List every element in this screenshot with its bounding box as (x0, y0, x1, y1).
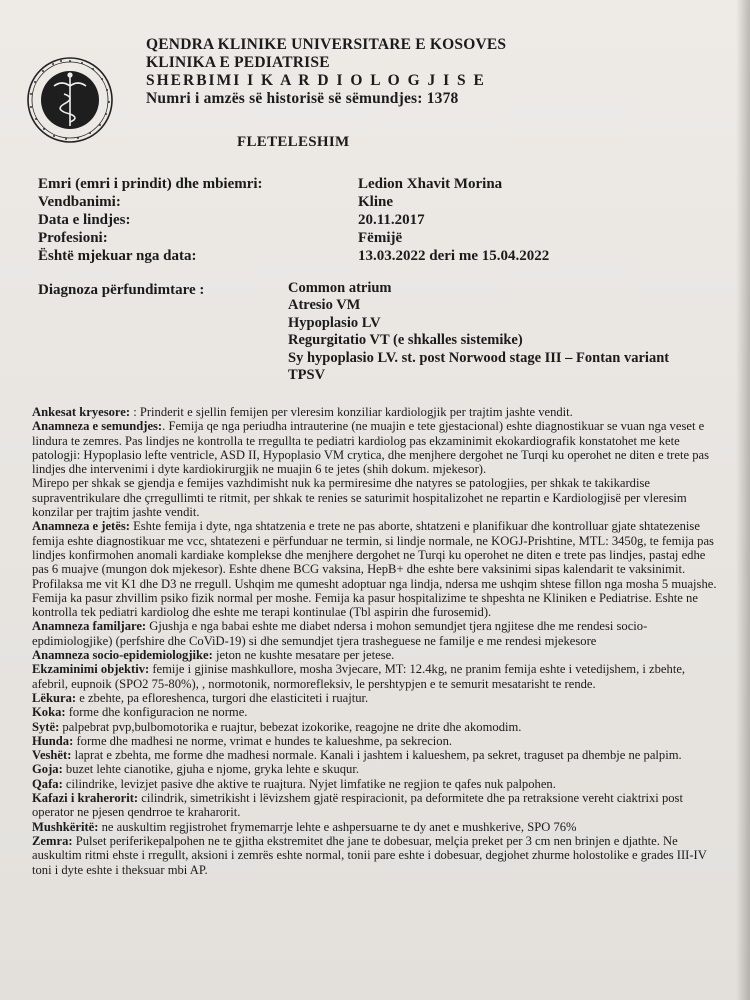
section-socio-epidemiological (32, 648, 722, 662)
section-text: . Femija qe nga periudha intrauterine (ne muajin e tete gjestacional) eshte diagnostikuar se vuan nga veset e lindura te zemres. Pas lindjes ne kontrolla te rregullta te pediatri kardiolog pas ekzaminimit ekokardiografik konstatohet me kete patologji: Hypoplasio lefte ventricle, ASD II, Hypoplasio VM crytica, dhe menjhere dergohet ne Turqi ku operohet ne diten e trete pas lindjes dhe intervenimi i dyte kardiokirurgjik ne muajin 6 te jetes (shih dokum. mjekesor). (32, 419, 709, 477)
section-text: buzet lehte cianotike, gjuha e njome, gryka lehte e skuqur. (62, 762, 359, 777)
section-label: Veshët: (32, 748, 72, 763)
section-text: e zbehte, pa efloreshenca, turgori dhe elasticiteti i ruajtur. (76, 690, 369, 705)
header-clinic: KLINIKA E PEDIATRISE (146, 54, 330, 71)
section-label: Anamneza e jetës: (32, 519, 130, 534)
page-edge-shadow (736, 0, 750, 1000)
residence-label: Vendbanimi: (38, 194, 121, 210)
document-title: FLETELESHIM (237, 134, 350, 150)
section-text: Mirepo per shkak se gjendja e femijes vazhdimisht nuk ka permiresime dhe natyres se patologjies, per shkak te takikardise supraventrikulare dhe çrregullimti te ritmit, per shkak te renies se saturimit hospitalizohet ne repartin e Kardiologjisë per vleresim konzilar per trajtim jashte vendit. (32, 476, 687, 520)
diagnosis-item: Sy hypoplasio LV. st. post Norwood stage III – Fontan variant (288, 349, 670, 366)
treatment-dates-label: Është mjekuar nga data: (38, 248, 197, 264)
section-heart (32, 834, 722, 877)
section-text: Eshte femija i dyte, nga shtatzenia e trete ne pas aborte, shtatzeni e planifikuar dhe kontrolluar gjate shtatezenise femija eshte diagnostikuar me vcc, shtatezeni e përfunduar ne termin, si lindje normale, ne KOGJ-Prishtine, MTL: 3450g, te femija pas lindjes konfirmohen anomali kardiake komplekse dhe menjhere dergohet ne Turqi ku operohet ne diten e trete pas lindjes, pastaj edhe pas 6 muajve (mungon dok mjekesor). Eshte dhene BCG vaksina, HepB+ dhe eshte bere vaksinimi sipas kalendarit te vaksinimit. Profilaksa me vit K1 dhe D3 ne rregull. Ushqim me qumesht adoptuar nga lindja, ndersa me ushqim shtese fillon nga mosha 5 muajshe. Femija ka pasur zhvillim psiko fizik normal per moshe. Femija ka pasur hospitalizime te shpeshta ne Kliniken e Pediatrise. Eshte ne kontrolla tek pediatri kardiolog dhe eshte me terapi kontinulae (Tbl aspirin dhe furosemid). (32, 519, 717, 620)
section-disease-history-cont (32, 476, 722, 519)
section-skin (32, 691, 722, 705)
section-text: forme dhe konfiguracion ne norme. (65, 705, 248, 720)
patient-name-value: Ledion Xhavit Morina (358, 176, 503, 192)
clinical-notes (32, 405, 722, 877)
section-text: laprat e zbehta, me forme dhe madhesi normale. Kanali i jashtem i kalueshem, pa sekret, traguset pa dhembje ne palpim. (71, 748, 682, 763)
section-label: Anamneza socio-epidemiologjike: (32, 648, 213, 663)
diagnosis-item: Hypoplasio LV (288, 314, 381, 331)
patient-row-name (38, 176, 688, 194)
section-label: Hunda: (32, 733, 74, 748)
section-head (32, 705, 722, 719)
section-label: Anamneza e semundjes: (32, 419, 163, 434)
section-text: jeton ne kushte mesatare per jetese. (212, 648, 395, 663)
section-text: Gjushja e nga babai eshte me diabet ndersa i mohon semundjet tjera ngjitese dhe me rendesi socio-epdimiologjike) (perfshire dhe CoViD-19) si dhe semundjet tjera trasheguese ne familje e me rendesi mjekesore (32, 619, 648, 648)
residence-value: Kline (358, 194, 394, 210)
section-text: cilindrike, levizjet pasive dhe aktive te ruajtura. Nyjet limfatike ne regjion te qafes nuk palpohen. (62, 776, 556, 791)
treatment-dates-value: 13.03.2022 deri me 15.04.2022 (358, 248, 550, 264)
diagnosis-list (288, 280, 669, 384)
section-text: ne auskultim regjistrohet frymemarrje lehte e ashpersuarne te dy anet e mushkerive, SPO 76% (98, 819, 577, 834)
diagnosis-item: Regurgitatio VT (e shkalles sistemike) (288, 332, 523, 349)
section-text: femije i gjinise mashkullore, mosha 3vjecare, MT: 12.4kg, ne pranim femija eshte i vetedijshem, i zbehte, afebril, eupnoik (SPO2 75-80%), , normotonik, normorefleksiv, le pershtypjen e te semurit mesatarisht te rende. (32, 662, 686, 691)
diagnosis-label: Diagnoza përfundimtare : (38, 282, 205, 298)
section-label: Kafazi i kraherorit: (32, 791, 139, 806)
section-label: Sytë: (32, 719, 60, 734)
section-label: Ankesat kryesore: (32, 405, 131, 419)
section-neck (32, 777, 722, 791)
section-objective-exam (32, 662, 722, 691)
patient-row-birthdate (38, 212, 688, 230)
section-text: palpebrat pvp,bulbomotorika e ruajtur, bebezat izokorike, reagojne ne drite dhe akomodim. (59, 719, 522, 734)
section-label: Koka: (32, 705, 66, 720)
section-text: Pulset periferikepalpohen ne te gjitha ekstremitet dhe jane te dobesuar, melçia preket per 3 cm nen brinjen e djathte. Ne auskultim ritmi ehste i rregullt, aksioni i zemrës eshte normal, tonii pare eshte i dobesuar, degjohet zhurme holostolike e grades III-IV toni i dyte eshte i theksuar mbi AP. (32, 833, 707, 877)
section-nose (32, 734, 722, 748)
diagnosis-item: Common atrium (288, 280, 392, 296)
diagnosis-item: Atresio VM (288, 297, 361, 314)
section-label: Mushkëritë: (32, 819, 99, 834)
section-label: Zemra: (32, 833, 73, 848)
profession-value: Fëmijë (358, 230, 403, 246)
section-chest (32, 791, 722, 820)
birthdate-label: Data e lindjes: (38, 212, 131, 228)
section-life-history (32, 519, 722, 619)
section-text: : Prinderit e sjellin femijen per vleresim konziliar kardiologjik per trajtim jashte vendit. (130, 405, 573, 419)
patient-row-treatment-dates (38, 248, 688, 266)
section-label: Ekzaminimi objektiv: (32, 662, 150, 677)
section-label: Anamneza familjare: (32, 619, 147, 634)
section-family-history (32, 619, 722, 648)
patient-row-profession (38, 230, 688, 248)
section-ears (32, 748, 722, 762)
section-eyes (32, 720, 722, 734)
section-label: Qafa: (32, 776, 63, 791)
section-mouth (32, 762, 722, 776)
header-service: SHERBIMI I K A R D I O L O G J I S E (146, 72, 486, 89)
section-label: Lëkura: (32, 690, 77, 705)
section-text: forme dhe madhesi ne norme, vrimat e hundes te kalueshme, pa sekrecion. (73, 733, 453, 748)
profession-label: Profesioni: (38, 230, 108, 246)
birthdate-value: 20.11.2017 (358, 212, 425, 228)
patient-name-label: Emri (emri i prindit) dhe mbiemri: (38, 176, 263, 192)
section-lungs (32, 820, 722, 834)
patient-row-residence (38, 194, 688, 212)
diagnosis-item: TPSV (288, 367, 326, 384)
header-institution: QENDRA KLINIKE UNIVERSITARE E KOSOVES (146, 36, 507, 53)
section-disease-history (32, 419, 722, 476)
caduceus-seal-icon (26, 56, 114, 144)
section-label: Goja: (32, 762, 63, 777)
hospital-header (146, 36, 506, 108)
section-chief-complaints (32, 405, 722, 419)
section-text: cilindrik, simetrikisht i lëvizshem gjatë respiracionit, pa deformitete dhe pa retraksione vereht ciaktrixi post operator ne pjesen qendrroe te kraharorit. (32, 791, 683, 820)
header-record-number: Numri i amzës së historisë së sëmundjes: 1378 (146, 90, 459, 107)
patient-info (38, 176, 688, 266)
